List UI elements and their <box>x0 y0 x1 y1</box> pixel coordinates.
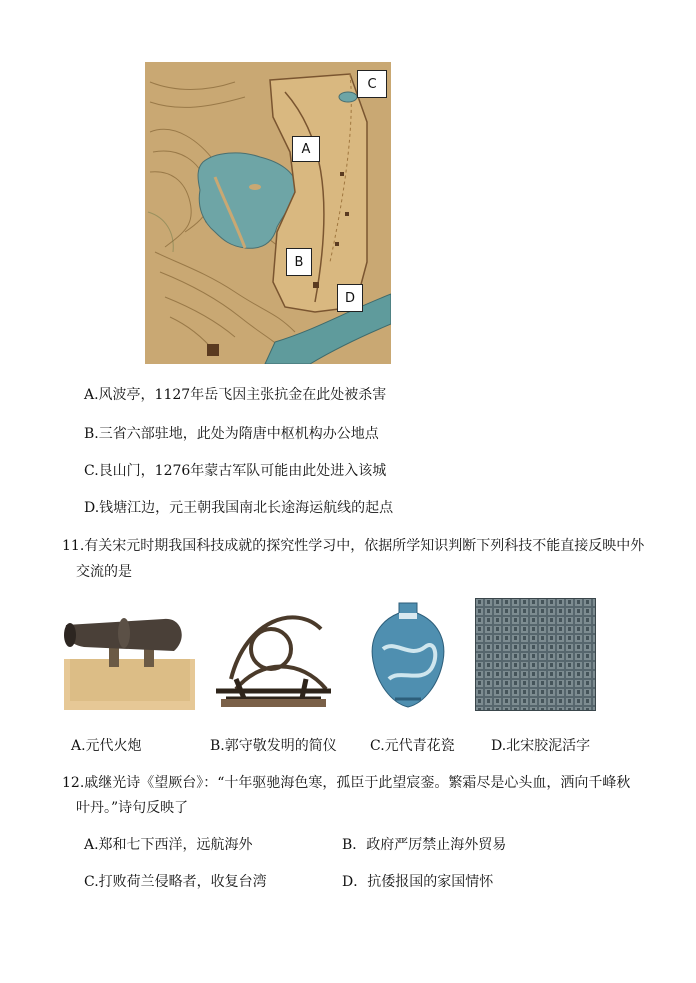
q10-option-b: B.三省六部驻地，此处为隋唐中枢机构办公地点 <box>84 426 379 442</box>
jianyi-instrument-photo <box>206 599 341 710</box>
hangzhou-map-figure <box>145 62 391 364</box>
map-marker-d: D <box>337 284 363 312</box>
caption-d: D.北宋胶泥活字 <box>491 738 591 754</box>
q12-option-a: A.郑和七下西洋，远航海外 <box>84 837 253 853</box>
clay-movable-type-photo <box>475 598 596 711</box>
q10-option-d: D.钱塘江边，元王朝我国南北长途海运航线的起点 <box>84 500 394 516</box>
blue-white-porcelain-photo <box>355 599 461 710</box>
q12-option-c: C.打败荷兰侵略者，收复台湾 <box>84 874 267 890</box>
q12-option-b: B．政府严厉禁止海外贸易 <box>342 837 507 853</box>
yuan-cannon-photo <box>64 599 195 710</box>
q11-stem-line2: 交流的是 <box>76 564 132 580</box>
q10-option-c: C.艮山门，1276年蒙古军队可能由此处进入该城 <box>84 463 387 479</box>
caption-b: B.郭守敬发明的简仪 <box>210 738 337 754</box>
q12-stem-line2: 叶丹。”诗句反映了 <box>76 800 189 816</box>
cannon-image <box>64 599 195 710</box>
map-illustration <box>145 62 391 364</box>
q12-option-d: D．抗倭报国的家国情怀 <box>342 874 494 890</box>
q10-option-a: A.风波亭，1127年岳飞因主张抗金在此处被杀害 <box>84 387 387 403</box>
q12-stem-line1: 12.戚继光诗《望厥台》：“十年驱驰海色寒，孤臣于此望宸銮。繁霜尽是心头血，洒向千峰秋 <box>62 775 631 791</box>
instrument-image <box>206 599 341 710</box>
map-marker-a: A <box>292 136 320 162</box>
caption-a: A.元代火炮 <box>71 738 142 754</box>
caption-c: C.元代青花瓷 <box>370 738 455 754</box>
map-marker-c: C <box>357 70 387 98</box>
map-marker-b: B <box>286 248 312 276</box>
q11-stem-line1: 11.有关宋元时期我国科技成就的探究性学习中，依据所学知识判断下列科技不能直接反映中外 <box>62 538 645 554</box>
movable-type-image <box>475 598 596 711</box>
vase-image <box>355 599 461 710</box>
